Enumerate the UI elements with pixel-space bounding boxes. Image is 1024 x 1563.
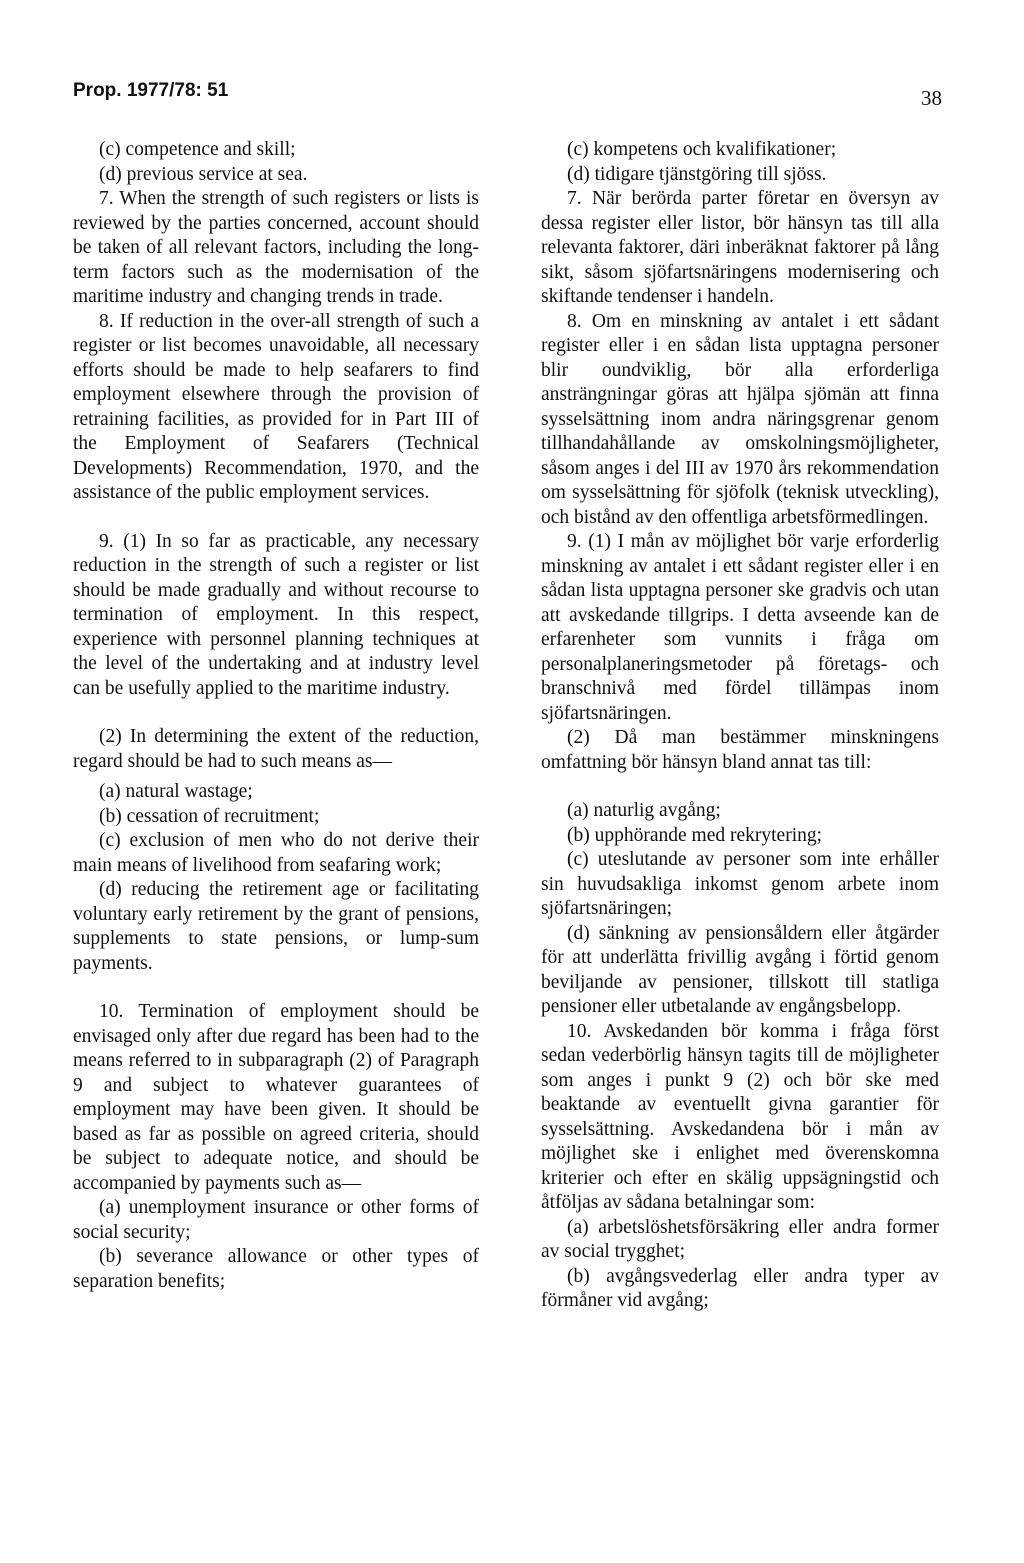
sv-paragraph-9-2: (2) Då man bestämmer minskningens omfattning bör hänsyn bland annat tas till: [541, 727, 939, 773]
en-paragraph-10: 10. Termination of employment should be envisaged only after due regard has been had to the means referred to in subparagraph (2) of Paragraph 9 and subject to whatever guarantees of employment may have been given. It should be based as far as possible on agreed criteria, should be subject to adequate notice, and should be accompanied by payments such as— [73, 1001, 479, 1194]
swedish-column [541, 138, 939, 1314]
sv-item-d-tidigare-tjanstgoring: (d) tidigare tjänstgöring till sjöss. [567, 163, 827, 185]
en-item-c-competence: (c) competence and skill; [99, 139, 296, 160]
en-paragraph-9-1: 9. (1) In so far as practicable, any necessary reduction in the strength of such a register or list should be made gradually and without recourse to termination of employment. In this respect, experience with personnel planning techniques at the level of the undertaking and at industry level can be usefully applied to the maritime industry. [73, 530, 479, 699]
en-item-b-cessation: (b) cessation of recruitment; [99, 805, 320, 827]
en-paragraph-7: 7. When the strength of such registers or lists is reviewed by the parties concerned, account should be taken of all relevant factors, including the long-term factors such as the modernisation of the maritime industry and changing trends in trade. [73, 188, 479, 307]
sv-item-a-naturlig-avgang: (a) naturlig avgång; [567, 800, 721, 821]
en-item-c-exclusion: (c) exclusion of men who do not derive their main means of livelihood from seafaring work; [73, 830, 479, 876]
sv-paragraph-10: 10. Avskedanden bör komma i fråga först sedan vederbörlig hänsyn tagits till de möjligheter som anges i punkt 9 (2) och bör ske med beaktande av eventuellt givna garantier för sysselsättning. Avskedandena bör i mån av möjlighet ske i enlighet med överenskomna kriterier och efter en skälig uppsägningstid och åtföljas av sådana betalningar som: [541, 1020, 939, 1213]
sv-item-b-avgangsvederlag: (b) avgångsvederlag eller andra typer av förmåner vid avgång; [541, 1265, 939, 1311]
en-item-d-previous-service: (d) previous service at sea. [99, 163, 308, 185]
en-paragraph-8: 8. If reduction in the over-all strength of such a register or list becomes unavoidable, all necessary efforts should be made to help seafarers to find employment elsewhere through the provision of retraining facilities, as provided for in Part III of the Employment of Seafarers (Technical Developments) Recommendation, 1970, and the assistance of the public employment services. [73, 310, 479, 503]
en-item-a-unemployment: (a) unemployment insurance or other forms of social security; [73, 1197, 479, 1243]
page-number: 38 [921, 86, 942, 110]
sv-item-c-uteslutande: (c) uteslutande av personer som inte erhåller sin huvudsakliga inkomst genom arbete inom sjöfartsnäringen; [541, 849, 939, 919]
sv-paragraph-8: 8. Om en minskning av antalet i ett sådant register eller i en sådan lista upptagna personer blir oundviklig, bör alla erforderliga ansträngningar göras att hjälpa sjömän att finna sysselsättning inom andra näringsgrenar genom tillhandahållande av omskolningsmöjligheter, såsom anges i del III av 1970 års rekommendation om sysselsättning för sjöfolk (teknisk utveckling), och bistånd av den offentliga arbetsförmedlingen. [541, 310, 939, 528]
en-paragraph-9-2: (2) In determining the extent of the reduction, regard should be had to such means as— [73, 726, 479, 772]
sv-paragraph-9-1: 9. (1) I mån av möjlighet bör varje erforderlig minskning av antalet i ett sådant register eller i en sådan lista upptagna personer ske gradvis och utan att avskedande tillgrips. I detta avseende kan de erfarenheter som vunnits i fråga om personalplaneringsmetoder på företags- och branschnivå med fördel tillämpas inom sjöfartsnäringen. [541, 531, 939, 724]
sv-item-d-sankning: (d) sänkning av pensionsåldern eller åtgärder för att underlätta frivillig avgång i förtid genom beviljande av pensioner, tillskott till statliga pensioner eller utbetalande av engångsbelopp. [541, 922, 939, 1017]
en-item-a-natural-wastage: (a) natural wastage; [99, 781, 253, 802]
sv-item-a-arbetsloshet: (a) arbetslöshetsförsäkring eller andra former av social trygghet; [541, 1216, 939, 1262]
en-item-b-severance: (b) severance allowance or other types of separation benefits; [73, 1246, 479, 1292]
page-header-reference: Prop. 1977/78: 51 [73, 80, 229, 101]
en-item-d-retirement: (d) reducing the retirement age or facilitating voluntary early retirement by the grant of pensions, supplements to state pensions, or lump-sum payments. [73, 879, 479, 974]
sv-item-c-kompetens: (c) kompetens och kvalifikationer; [567, 139, 837, 160]
english-column [73, 138, 479, 1294]
sv-item-b-upphorande: (b) upphörande med rekrytering; [567, 824, 823, 846]
sv-paragraph-7: 7. När berörda parter företar en översyn av dessa register eller listor, bör hänsyn tas till alla relevanta faktorer, däri inberäknat faktorer på lång sikt, såsom sjöfartsnäringens modernisering och skiftande tendenser i handeln. [541, 188, 939, 307]
